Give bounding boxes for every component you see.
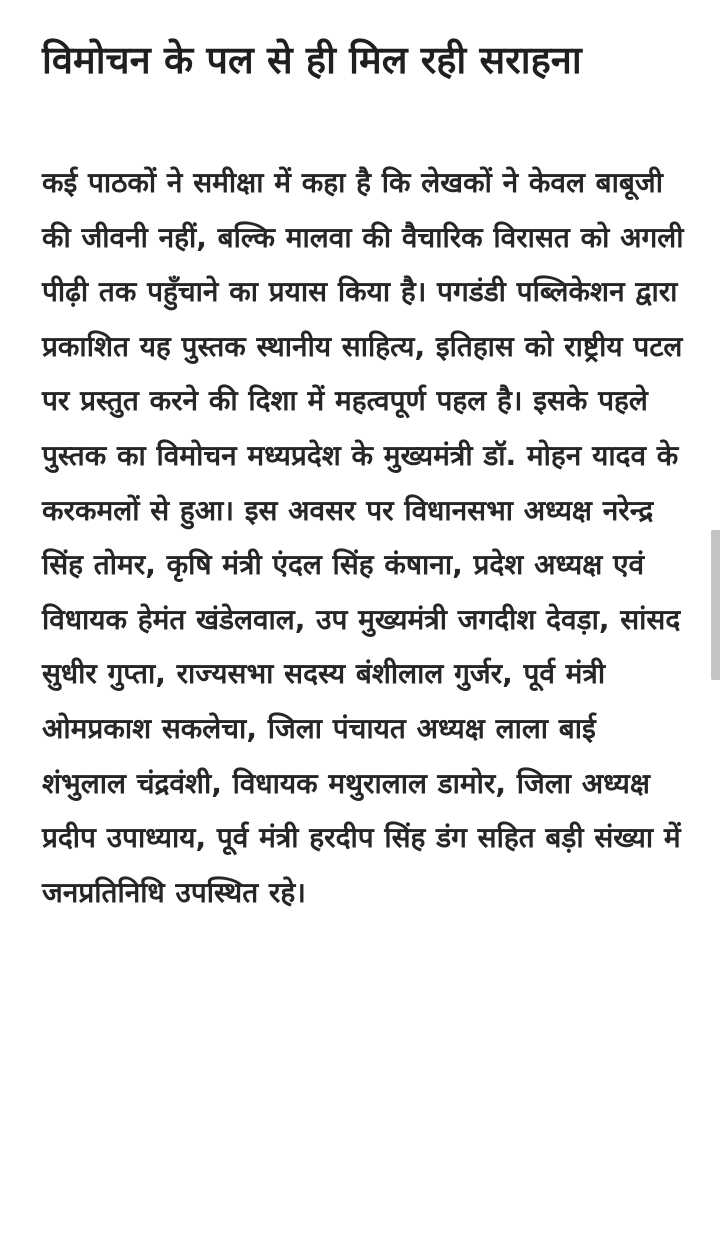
article [42,22,690,920]
article-heading: विमोचन के पल से ही मिल रही सराहना [42,38,582,82]
article-paragraph: कई पाठकों ने समीक्षा में कहा है कि लेखकों ने केवल बाबूजी की जीवनी नहीं, बल्कि मालवा की वैचारिक विरासत को अगली पीढ़ी तक पहुँचाने का प्रयास किया है। पगडंडी पब्लिकेशन द्वारा प्रकाशित यह पुस्तक स्थानीय साहित्य, इतिहास को राष्ट्रीय पटल पर प्रस्तुत करने की दिशा में महत्वपूर्ण पहल है। इसके पहले पुस्तक का विमोचन मध्यप्रदेश के मुख्यमंत्री डॉ. मोहन यादव के करकमलों से हुआ। इस अवसर पर विधानसभा अध्यक्ष नरेन्द्र सिंह तोमर, कृषि मंत्री एंदल सिंह कंषाना, प्रदेश अध्यक्ष एवं विधायक हेमंत खंडेलवाल, उप मुख्यमंत्री जगदीश देवड़ा, सांसद सुधीर गुप्ता, राज्यसभा सदस्य बंशीलाल गुर्जर, पूर्व मंत्री ओमप्रकाश सकलेचा, जिला पंचायत अध्यक्ष लाला बाई शंभुलाल चंद्रवंशी, विधायक मथुरालाल डामोर, जिला अध्यक्ष प्रदीप उपाध्याय, पूर्व मंत्री हरदीप सिंह डंग सहित बड़ी संख्या में जनप्रतिनिधि उपस्थित रहे। [42,166,684,909]
scrollbar-thumb[interactable] [711,530,720,680]
